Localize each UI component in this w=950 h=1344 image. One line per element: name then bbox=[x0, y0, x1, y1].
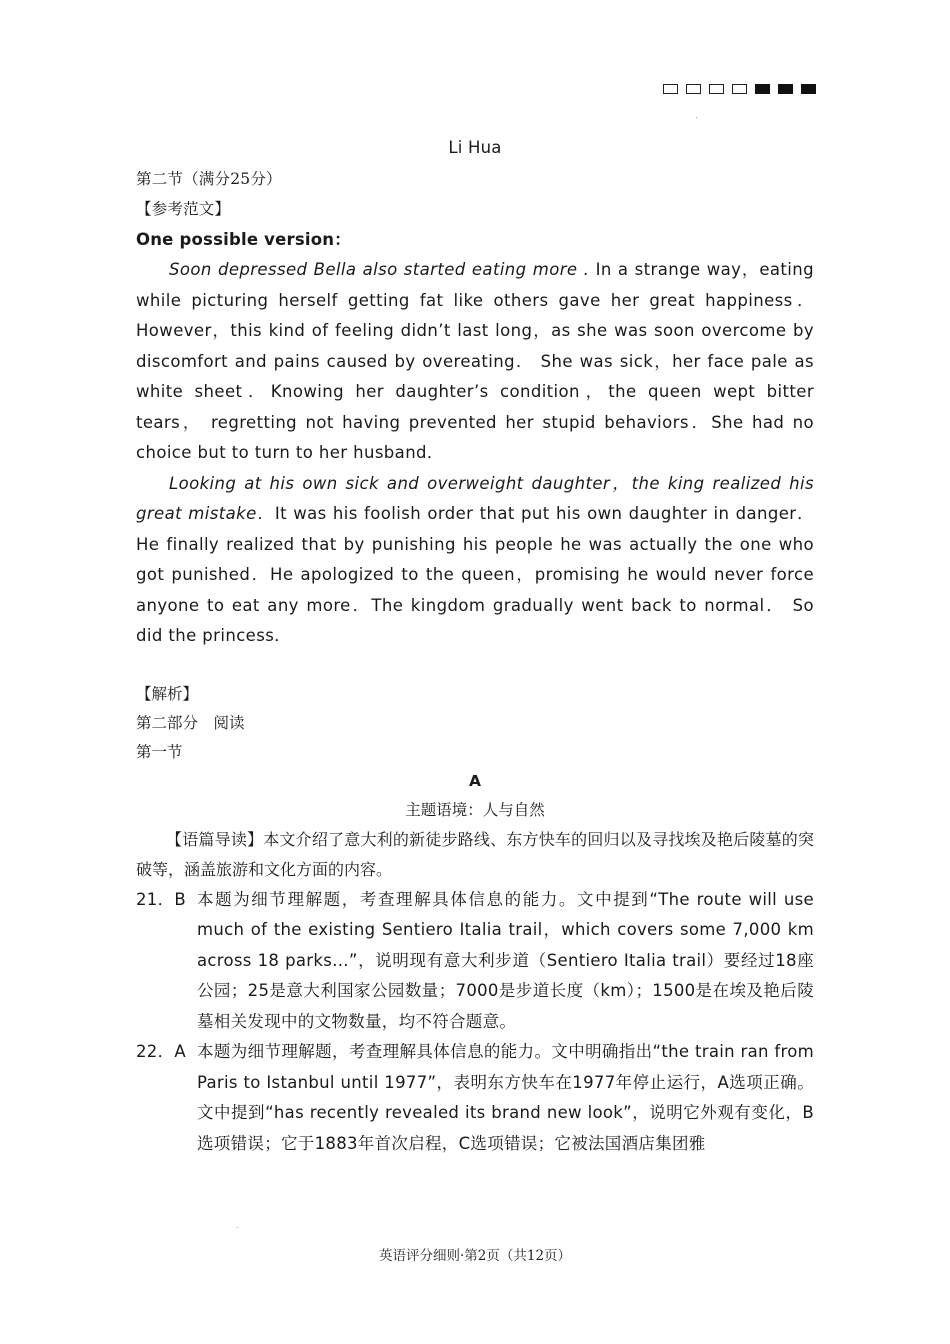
essay-p1-lead: Soon depressed Bella also started eating more . bbox=[169, 260, 590, 279]
essay-paragraph-2 bbox=[136, 469, 814, 652]
header-box-row bbox=[663, 84, 816, 94]
passage-letter: A bbox=[469, 771, 481, 790]
header-box-empty bbox=[732, 84, 747, 94]
header-dot: . bbox=[695, 111, 698, 120]
header-box-filled bbox=[801, 84, 816, 94]
passage-intro: 【语篇导读】本文介绍了意大利的新徒步路线、东方快车的回归以及寻找埃及艳后陵墓的突破等，涵盖旅游和文化方面的内容。 bbox=[136, 829, 814, 879]
answer-number: 21．B bbox=[136, 889, 187, 909]
section1-title: 第一节 bbox=[136, 742, 183, 761]
answer-explanation: 本题为细节理解题，考查理解具体信息的能力。文中提到“The route will use much of the existing Sentiero Italia trail，which covers some 7,000 km across 18 parks…”，说明现有意大利步道（Sentiero Italia trail）要经过18座公园；25是意大利国家公园数量；7000是步道长度（km）；1500是在埃及艳后陵墓相关发现中的文物数量，均不符合题意。 bbox=[197, 889, 814, 1031]
answer-item bbox=[136, 1037, 814, 1159]
header-box-empty bbox=[686, 84, 701, 94]
essay-paragraph-1 bbox=[136, 255, 814, 469]
part2-title: 第二部分 阅读 bbox=[136, 713, 245, 732]
header-box-empty bbox=[663, 84, 678, 94]
reference-label: 【参考范文】 bbox=[136, 200, 231, 218]
theme-heading: 主题语境：人与自然 bbox=[405, 800, 545, 819]
header-box-empty bbox=[709, 84, 724, 94]
footer-dot: . bbox=[236, 1221, 239, 1230]
essay-p2-lead: Looking at his own sick and overweight daughter，the king realized his great mistake． bbox=[136, 473, 814, 523]
header-box-filled bbox=[755, 84, 770, 94]
essay-p2-body: It was his foolish order that put his own daughter in danger． He finally realized that by punishing his people he was actually the one who got punished．He apologized to the queen，promising he would never force anyone to eat any more．The kingdom gradually went back to normal． So did the princess． bbox=[136, 504, 815, 645]
answer-item bbox=[136, 885, 814, 1038]
main-content bbox=[136, 133, 814, 1159]
version-label: One possible version： bbox=[136, 229, 351, 249]
answer-explanation: 本题为细节理解题，考查理解具体信息的能力。文中明确指出“the train ran from Paris to Istanbul until 1977”，表明东方快车在1977年停止运行，A选项正确。文中提到“has recently revealed its brand new look”，说明它外观有变化，B选项错误；它于1883年首次启程，C选项错误；它被法国酒店集团雅 bbox=[197, 1042, 814, 1153]
page-footer: 英语评分细则·第2页（共12页） bbox=[378, 1248, 572, 1264]
analysis-label: 【解析】 bbox=[136, 684, 199, 703]
signature: Li Hua bbox=[448, 138, 502, 157]
essay-p1-body: In a strange way，eating while picturing herself getting fat like others gave her great happiness．However，this kind of feeling didn’t last long，as she was soon overcome by discomfort and pains caused by overeating． She was sick，her face pale as white sheet．Knowing her daughter’s condition，the queen wept bitter tears， regretting not having prevented her stupid behaviors．She had no choice but to turn to her husband． bbox=[136, 260, 814, 462]
section2-title: 第二节（满分25分） bbox=[136, 169, 282, 188]
answer-number: 22．A bbox=[136, 1042, 186, 1061]
header-box-filled bbox=[778, 84, 793, 94]
